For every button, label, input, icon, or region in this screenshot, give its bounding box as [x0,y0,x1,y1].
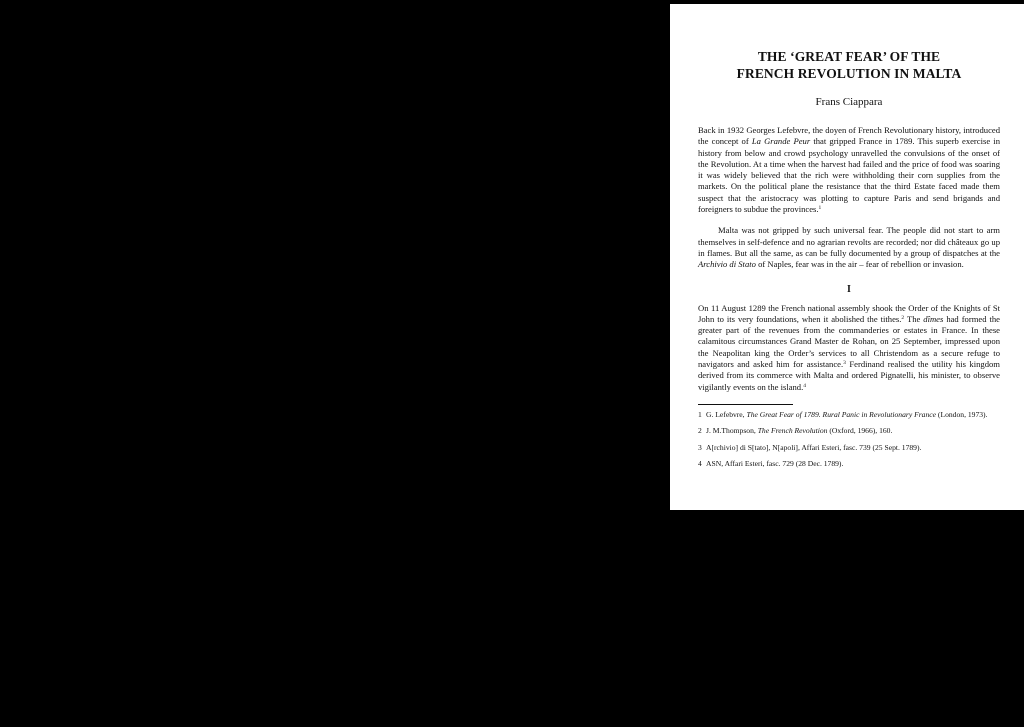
footnote-2: 2 J. M.Thompson, The French Revolution (Oxford, 1966), 160. [698,426,893,436]
paragraph-1: Back in 1932 Georges Lefebvre, the doyen of French Revolutionary history, introduced the concept of La Grande Peur that gripped France in 1789. This superb exercise in history from below and crowd psychology unravelled the convulsions of the onset of the Revolution. At a time when the harvest had failed and the price of food was soaring it was widely believed that the rich were withholding their corn supplies from the markets. On the political plane the resistance that the third Estate faced made them suspect that the aristocracy was plotting to capture Paris and send brigands and foreigners to subdue the provinces.$^1$ [698,125,1000,215]
footnote-ref[interactable]: 4 [803,382,807,389]
article-title [698,48,1000,82]
footnote-ref[interactable]: 2 [901,314,905,321]
title-line-2: FRENCH REVOLUTION IN MALTA [736,66,962,81]
footnote-divider [698,404,793,405]
footnote-3: 3 A[rchivio] di S[tato], N[apoli], Affari Esteri, fasc. 739 (25 Sept. 1789). [698,442,922,452]
author-name: Frans Ciappara [815,96,883,108]
title-line-1: THE ‘GREAT FEAR’ OF THE [757,49,941,64]
footnotes [698,410,1000,470]
footnote-ref[interactable]: 1 [818,205,822,212]
section-heading: I [847,283,851,295]
footnote-4: 4 ASN, Affari Esteri, fasc. 729 (28 Dec. 1789). [698,459,844,469]
article-page [670,4,1024,510]
footnote-ref[interactable]: 3 [843,360,846,367]
paragraph-2: Malta was not gripped by such universal fear. The people did not start to arm themselves in self-defence and no agrarian revolts are recorded; nor did châteaux go up in flames. But all the same, as can be fully documented by a group of dispatches at the Archivio di Stato of Naples, fear was in the air – fear of rebellion or invasion. [698,225,1000,270]
paragraph-3: On 11 August 1289 the French national assembly shook the Order of the Knights of St John to its very foundations, when it abolished the tithes.$^2$ The dîmes had formed the greater part of the revenues from the commanderies or estates in France. In these calamitous circumstances Grand Master de Rohan, on 25 September, impressed upon the Neapolitan king the Order’s services to all Christendom as a secure refuge to navigators and asked him for assistance.$^3$ Ferdinand realised the utility his kingdom derived from its commerce with Malta and ordered Pignatelli, his minister, to observe vigilantly events on the island.$^4$ [698,302,1000,392]
footnote-1: 1 G. Lefebvre, The Great Fear of 1789. Rural Panic in Revolutionary France (London, 1973). [698,409,988,419]
